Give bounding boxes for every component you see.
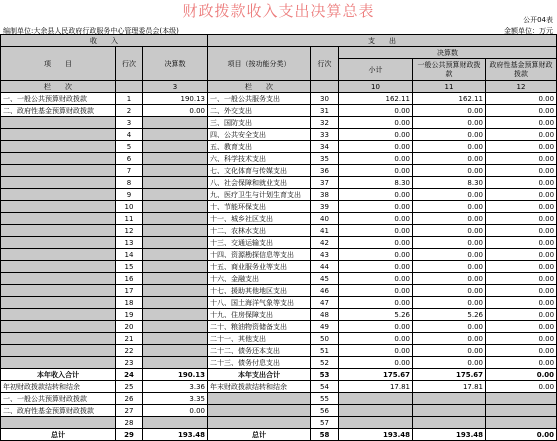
income-amount-cell (143, 165, 208, 177)
expense-line-cell: 37 (311, 177, 339, 189)
expense-gen-budget-cell: 8.30 (413, 177, 486, 189)
expense-line-cell: 44 (311, 261, 339, 273)
table-row (1, 273, 557, 285)
expense-line-cell: 34 (311, 141, 339, 153)
table-row (1, 297, 557, 309)
expense-gen-budget-cell: 175.67 (413, 369, 486, 381)
income-line-cell: 14 (116, 249, 143, 261)
income-amount-cell (143, 345, 208, 357)
expense-gov-fund-cell: 0.00 (486, 141, 557, 153)
expense-gov-fund-cell: 0.00 (486, 117, 557, 129)
expense-gen-budget-cell: 0.00 (413, 333, 486, 345)
expense-gen-budget-cell: 0.00 (413, 141, 486, 153)
item-header: 项 目 (1, 47, 116, 81)
income-item-cell (1, 117, 116, 129)
expense-item-cell: 年末财政拨款结转和结余 (208, 381, 311, 393)
expense-gov-fund-cell: 0.00 (486, 189, 557, 201)
expense-line-cell: 43 (311, 249, 339, 261)
income-item-cell (1, 213, 116, 225)
income-amount-cell (143, 249, 208, 261)
func-item-header: 项目（按功能分类） (208, 47, 311, 81)
expense-item-cell: 总计 (208, 429, 311, 441)
income-amount-cell: 193.48 (143, 429, 208, 441)
expense-subtotal-cell: 0.00 (339, 261, 413, 273)
section-header-row (1, 35, 557, 47)
subtotal-header: 小计 (339, 59, 413, 81)
expense-gov-fund-cell: 0.00 (486, 369, 557, 381)
income-item-cell (1, 237, 116, 249)
amount-header: 决算数 (143, 47, 208, 81)
income-item-cell (1, 177, 116, 189)
income-item-cell (1, 189, 116, 201)
expense-item-cell: 十六、金融支出 (208, 273, 311, 285)
reporting-unit-name: 大余县人民政府行政服务中心管理委员会(本级) (33, 27, 179, 35)
table-row (1, 165, 557, 177)
expense-gov-fund-cell: 0.00 (486, 201, 557, 213)
expense-item-cell: 本年支出合计 (208, 369, 311, 381)
income-line-cell: 5 (116, 141, 143, 153)
income-amount-cell (143, 333, 208, 345)
expense-gen-budget-cell: 0.00 (413, 117, 486, 129)
income-line-cell: 25 (116, 381, 143, 393)
col-index-gen: 11 (413, 81, 486, 93)
expense-item-cell: 十五、商业服务业等支出 (208, 261, 311, 273)
expense-line-cell: 46 (311, 285, 339, 297)
expense-gov-fund-cell: 0.00 (486, 333, 557, 345)
income-line-cell: 22 (116, 345, 143, 357)
expense-subtotal-cell: 17.81 (339, 381, 413, 393)
expense-item-cell: 二十三、债务付息支出 (208, 357, 311, 369)
income-line-cell: 12 (116, 225, 143, 237)
expense-subtotal-cell: 0.00 (339, 285, 413, 297)
income-line-cell: 11 (116, 213, 143, 225)
expense-item-cell (208, 393, 311, 405)
expense-subtotal-cell: 0.00 (339, 273, 413, 285)
expense-gov-fund-cell: 0.00 (486, 249, 557, 261)
expense-item-cell: 十一、城乡社区支出 (208, 213, 311, 225)
income-line-cell: 6 (116, 153, 143, 165)
income-line-cell: 28 (116, 417, 143, 429)
expense-gen-budget-cell: 0.00 (413, 285, 486, 297)
table-row (1, 201, 557, 213)
income-item-cell: 年初财政拨款结转和结余 (1, 381, 116, 393)
expense-line-cell: 41 (311, 225, 339, 237)
income-line-cell: 9 (116, 189, 143, 201)
expense-subtotal-cell: 0.00 (339, 129, 413, 141)
expense-gov-fund-cell: 0.00 (486, 381, 557, 393)
expense-item-cell: 十、节能环保支出 (208, 201, 311, 213)
expense-line-cell: 52 (311, 357, 339, 369)
income-item-cell (1, 129, 116, 141)
expense-gov-fund-cell: 0.00 (486, 273, 557, 285)
expense-gov-fund-cell (486, 417, 557, 429)
income-amount-cell: 3.35 (143, 393, 208, 405)
expense-gen-budget-cell: 0.00 (413, 237, 486, 249)
income-item-cell: 一、一般公共预算财政拨款 (1, 93, 116, 105)
expense-gen-budget-cell: 0.00 (413, 129, 486, 141)
expense-gen-budget-cell: 0.00 (413, 297, 486, 309)
expense-line-cell: 48 (311, 309, 339, 321)
income-line-cell: 8 (116, 177, 143, 189)
income-line-cell: 17 (116, 285, 143, 297)
table-row (1, 369, 557, 381)
expense-gen-budget-cell: 0.00 (413, 357, 486, 369)
expense-subtotal-cell: 0.00 (339, 117, 413, 129)
income-item-cell (1, 309, 116, 321)
expense-gen-budget-cell: 0.00 (413, 261, 486, 273)
expense-gov-fund-cell: 0.00 (486, 261, 557, 273)
expense-gen-budget-cell: 0.00 (413, 249, 486, 261)
income-amount-cell: 3.36 (143, 381, 208, 393)
income-line-cell: 2 (116, 105, 143, 117)
col-label2: 栏 次 (208, 81, 311, 93)
expense-gov-fund-cell: 0.00 (486, 345, 557, 357)
table-row (1, 213, 557, 225)
income-amount-cell: 0.00 (143, 105, 208, 117)
expense-subtotal-cell: 175.67 (339, 369, 413, 381)
expense-item-cell: 五、教育支出 (208, 141, 311, 153)
expense-gov-fund-cell: 0.00 (486, 225, 557, 237)
income-amount-cell (143, 237, 208, 249)
expense-subtotal-cell: 0.00 (339, 357, 413, 369)
income-amount-cell: 190.13 (143, 93, 208, 105)
expense-item-cell: 六、科学技术支出 (208, 153, 311, 165)
income-item-cell (1, 417, 116, 429)
income-item-cell (1, 285, 116, 297)
expense-line-cell: 42 (311, 237, 339, 249)
expense-line-cell: 51 (311, 345, 339, 357)
expense-line-cell: 58 (311, 429, 339, 441)
income-amount-cell (143, 357, 208, 369)
table-row (1, 189, 557, 201)
income-line-cell: 26 (116, 393, 143, 405)
income-amount-cell (143, 261, 208, 273)
income-item-cell (1, 357, 116, 369)
expense-gen-budget-cell: 193.48 (413, 429, 486, 441)
income-item-cell (1, 201, 116, 213)
expense-subtotal-cell: 0.00 (339, 153, 413, 165)
expense-line-cell: 33 (311, 129, 339, 141)
expense-subtotal-cell: 0.00 (339, 201, 413, 213)
income-line-cell: 24 (116, 369, 143, 381)
income-amount-cell (143, 321, 208, 333)
form-number: 公开04表 (523, 16, 553, 24)
expense-gen-budget-cell (413, 393, 486, 405)
expense-line-cell: 50 (311, 333, 339, 345)
expense-gov-fund-cell (486, 405, 557, 417)
expense-subtotal-cell: 0.00 (339, 165, 413, 177)
income-line-cell: 3 (116, 117, 143, 129)
expense-gov-fund-cell: 0.00 (486, 177, 557, 189)
col-index-line2 (311, 81, 339, 93)
income-amount-cell: 190.13 (143, 369, 208, 381)
expense-line-cell: 30 (311, 93, 339, 105)
income-line-cell: 1 (116, 93, 143, 105)
gen-budget-header: 一般公共预算财政拨款 (413, 59, 486, 81)
expense-gov-fund-cell: 0.00 (486, 165, 557, 177)
expense-subtotal-cell: 0.00 (339, 213, 413, 225)
income-line-cell: 13 (116, 237, 143, 249)
table-row (1, 93, 557, 105)
reporting-unit-label: 编制单位: (3, 27, 34, 35)
expense-line-cell: 40 (311, 213, 339, 225)
table-row (1, 261, 557, 273)
income-amount-cell (143, 201, 208, 213)
table-row (1, 117, 557, 129)
income-amount-cell: 0.00 (143, 405, 208, 417)
income-item-cell: 总计 (1, 429, 116, 441)
table-row (1, 153, 557, 165)
expense-subtotal-cell: 5.26 (339, 309, 413, 321)
expense-gen-budget-cell: 0.00 (413, 345, 486, 357)
expense-gov-fund-cell: 0.00 (486, 213, 557, 225)
expense-subtotal-cell: 0.00 (339, 333, 413, 345)
income-line-cell: 29 (116, 429, 143, 441)
income-amount-cell (143, 177, 208, 189)
expense-gov-fund-cell: 0.00 (486, 285, 557, 297)
expense-item-cell: 十三、交通运输支出 (208, 237, 311, 249)
table-row (1, 333, 557, 345)
income-item-cell: 二、政府性基金预算财政拨款 (1, 405, 116, 417)
income-item-cell: 本年收入合计 (1, 369, 116, 381)
expense-gen-budget-cell: 0.00 (413, 105, 486, 117)
expense-item-cell (208, 417, 311, 429)
income-header: 收 入 (1, 35, 208, 47)
table-row (1, 357, 557, 369)
income-item-cell: 一、一般公共预算财政拨款 (1, 393, 116, 405)
income-line-cell: 20 (116, 321, 143, 333)
expense-gen-budget-cell: 0.00 (413, 213, 486, 225)
expense-item-cell: 十二、农林水支出 (208, 225, 311, 237)
expense-line-cell: 31 (311, 105, 339, 117)
expense-gen-budget-cell: 0.00 (413, 273, 486, 285)
expense-subtotal-cell (339, 393, 413, 405)
income-item-cell (1, 225, 116, 237)
expense-subtotal-cell: 0.00 (339, 345, 413, 357)
income-item-cell (1, 153, 116, 165)
expense-line-cell: 53 (311, 369, 339, 381)
expense-subtotal-cell: 8.30 (339, 177, 413, 189)
table-row (1, 105, 557, 117)
expense-line-cell: 56 (311, 405, 339, 417)
expense-gen-budget-cell: 5.26 (413, 309, 486, 321)
expense-line-cell: 54 (311, 381, 339, 393)
income-amount-cell (143, 225, 208, 237)
income-item-cell (1, 321, 116, 333)
table-row (1, 141, 557, 153)
expense-subtotal-cell (339, 417, 413, 429)
expense-gen-budget-cell: 0.00 (413, 189, 486, 201)
expense-gen-budget-cell (413, 405, 486, 417)
expense-item-cell: 九、医疗卫生与计划生育支出 (208, 189, 311, 201)
expense-gov-fund-cell: 0.00 (486, 429, 557, 441)
gov-fund-header: 政府性基金预算财政拨款 (486, 59, 557, 81)
table-row (1, 417, 557, 429)
income-item-cell (1, 165, 116, 177)
expense-subtotal-cell: 0.00 (339, 141, 413, 153)
expense-gen-budget-cell: 0.00 (413, 225, 486, 237)
income-item-cell (1, 273, 116, 285)
income-amount-cell (143, 213, 208, 225)
expense-gen-budget-cell: 162.11 (413, 93, 486, 105)
income-item-cell (1, 297, 116, 309)
income-item-cell (1, 261, 116, 273)
line-header: 行次 (116, 47, 143, 81)
expense-item-cell: 一、一般公共服务支出 (208, 93, 311, 105)
expense-item-cell: 七、文化体育与传媒支出 (208, 165, 311, 177)
table-row (1, 405, 557, 417)
expense-item-cell: 三、国防支出 (208, 117, 311, 129)
income-line-cell: 7 (116, 165, 143, 177)
expense-item-cell: 二十二、债务还本支出 (208, 345, 311, 357)
income-amount-cell (143, 117, 208, 129)
expense-header: 支 出 (208, 35, 557, 47)
expense-item-cell: 十九、住房保障支出 (208, 309, 311, 321)
expense-subtotal-cell: 0.00 (339, 225, 413, 237)
expense-gov-fund-cell: 0.00 (486, 105, 557, 117)
amount2-header: 决算数 (339, 47, 557, 59)
final-accounts-table (0, 34, 557, 441)
expense-gov-fund-cell (486, 393, 557, 405)
expense-subtotal-cell: 0.00 (339, 237, 413, 249)
line2-header: 行次 (311, 47, 339, 81)
expense-subtotal-cell: 0.00 (339, 249, 413, 261)
expense-gen-budget-cell: 0.00 (413, 165, 486, 177)
expense-item-cell: 十七、援助其他地区支出 (208, 285, 311, 297)
expense-gov-fund-cell: 0.00 (486, 309, 557, 321)
income-amount-cell (143, 417, 208, 429)
expense-line-cell: 45 (311, 273, 339, 285)
table-row (1, 249, 557, 261)
expense-item-cell: 八、社会保障和就业支出 (208, 177, 311, 189)
expense-line-cell: 39 (311, 201, 339, 213)
table-row (1, 237, 557, 249)
expense-gen-budget-cell (413, 417, 486, 429)
table-row (1, 393, 557, 405)
table-row (1, 309, 557, 321)
income-line-cell: 16 (116, 273, 143, 285)
expense-gov-fund-cell: 0.00 (486, 93, 557, 105)
expense-item-cell (208, 405, 311, 417)
expense-gov-fund-cell: 0.00 (486, 237, 557, 249)
expense-gov-fund-cell: 0.00 (486, 297, 557, 309)
income-amount-cell (143, 189, 208, 201)
expense-subtotal-cell: 162.11 (339, 93, 413, 105)
col-index-sub: 10 (339, 81, 413, 93)
income-line-cell: 27 (116, 405, 143, 417)
expense-item-cell: 二十、粮油物资储备支出 (208, 321, 311, 333)
expense-item-cell: 十四、资源勘探信息等支出 (208, 249, 311, 261)
column-header-row-1 (1, 47, 557, 59)
expense-subtotal-cell: 0.00 (339, 321, 413, 333)
expense-subtotal-cell: 0.00 (339, 297, 413, 309)
expense-line-cell: 38 (311, 189, 339, 201)
expense-gov-fund-cell: 0.00 (486, 321, 557, 333)
expense-gov-fund-cell: 0.00 (486, 129, 557, 141)
income-amount-cell (143, 153, 208, 165)
table-row (1, 177, 557, 189)
expense-line-cell: 49 (311, 321, 339, 333)
income-amount-cell (143, 285, 208, 297)
table-row (1, 225, 557, 237)
income-item-cell (1, 141, 116, 153)
expense-subtotal-cell: 0.00 (339, 189, 413, 201)
expense-gen-budget-cell: 17.81 (413, 381, 486, 393)
col-index-amount: 3 (143, 81, 208, 93)
income-amount-cell (143, 141, 208, 153)
money-unit: 金额单位：万元 (504, 27, 553, 35)
income-amount-cell (143, 273, 208, 285)
income-item-cell (1, 333, 116, 345)
income-item-cell: 二、政府性基金预算财政拨款 (1, 105, 116, 117)
expense-line-cell: 47 (311, 297, 339, 309)
expense-line-cell: 57 (311, 417, 339, 429)
income-amount-cell (143, 129, 208, 141)
income-line-cell: 15 (116, 261, 143, 273)
income-line-cell: 4 (116, 129, 143, 141)
col-index-line (116, 81, 143, 93)
table-row (1, 321, 557, 333)
col-label: 栏 次 (1, 81, 116, 93)
table-row (1, 381, 557, 393)
expense-subtotal-cell: 193.48 (339, 429, 413, 441)
report-title: 财政拨款收入支出决算总表 (182, 2, 375, 20)
column-index-row (1, 81, 557, 93)
col-index-fund: 12 (486, 81, 557, 93)
table-row (1, 429, 557, 441)
income-amount-cell (143, 297, 208, 309)
expense-item-cell: 二十一、其他支出 (208, 333, 311, 345)
income-line-cell: 18 (116, 297, 143, 309)
expense-subtotal-cell: 0.00 (339, 105, 413, 117)
expense-subtotal-cell (339, 405, 413, 417)
income-amount-cell (143, 309, 208, 321)
expense-gov-fund-cell: 0.00 (486, 153, 557, 165)
expense-gov-fund-cell: 0.00 (486, 357, 557, 369)
income-line-cell: 23 (116, 357, 143, 369)
table-row (1, 345, 557, 357)
expense-line-cell: 32 (311, 117, 339, 129)
expense-line-cell: 55 (311, 393, 339, 405)
table-row (1, 129, 557, 141)
expense-line-cell: 36 (311, 165, 339, 177)
expense-gen-budget-cell: 0.00 (413, 153, 486, 165)
expense-item-cell: 四、公共安全支出 (208, 129, 311, 141)
expense-gen-budget-cell: 0.00 (413, 201, 486, 213)
expense-line-cell: 35 (311, 153, 339, 165)
income-line-cell: 10 (116, 201, 143, 213)
income-item-cell (1, 345, 116, 357)
expense-gen-budget-cell: 0.00 (413, 321, 486, 333)
income-line-cell: 21 (116, 333, 143, 345)
expense-item-cell: 十八、国土海洋气象等支出 (208, 297, 311, 309)
table-row (1, 285, 557, 297)
income-item-cell (1, 249, 116, 261)
expense-item-cell: 二、外交支出 (208, 105, 311, 117)
income-line-cell: 19 (116, 309, 143, 321)
